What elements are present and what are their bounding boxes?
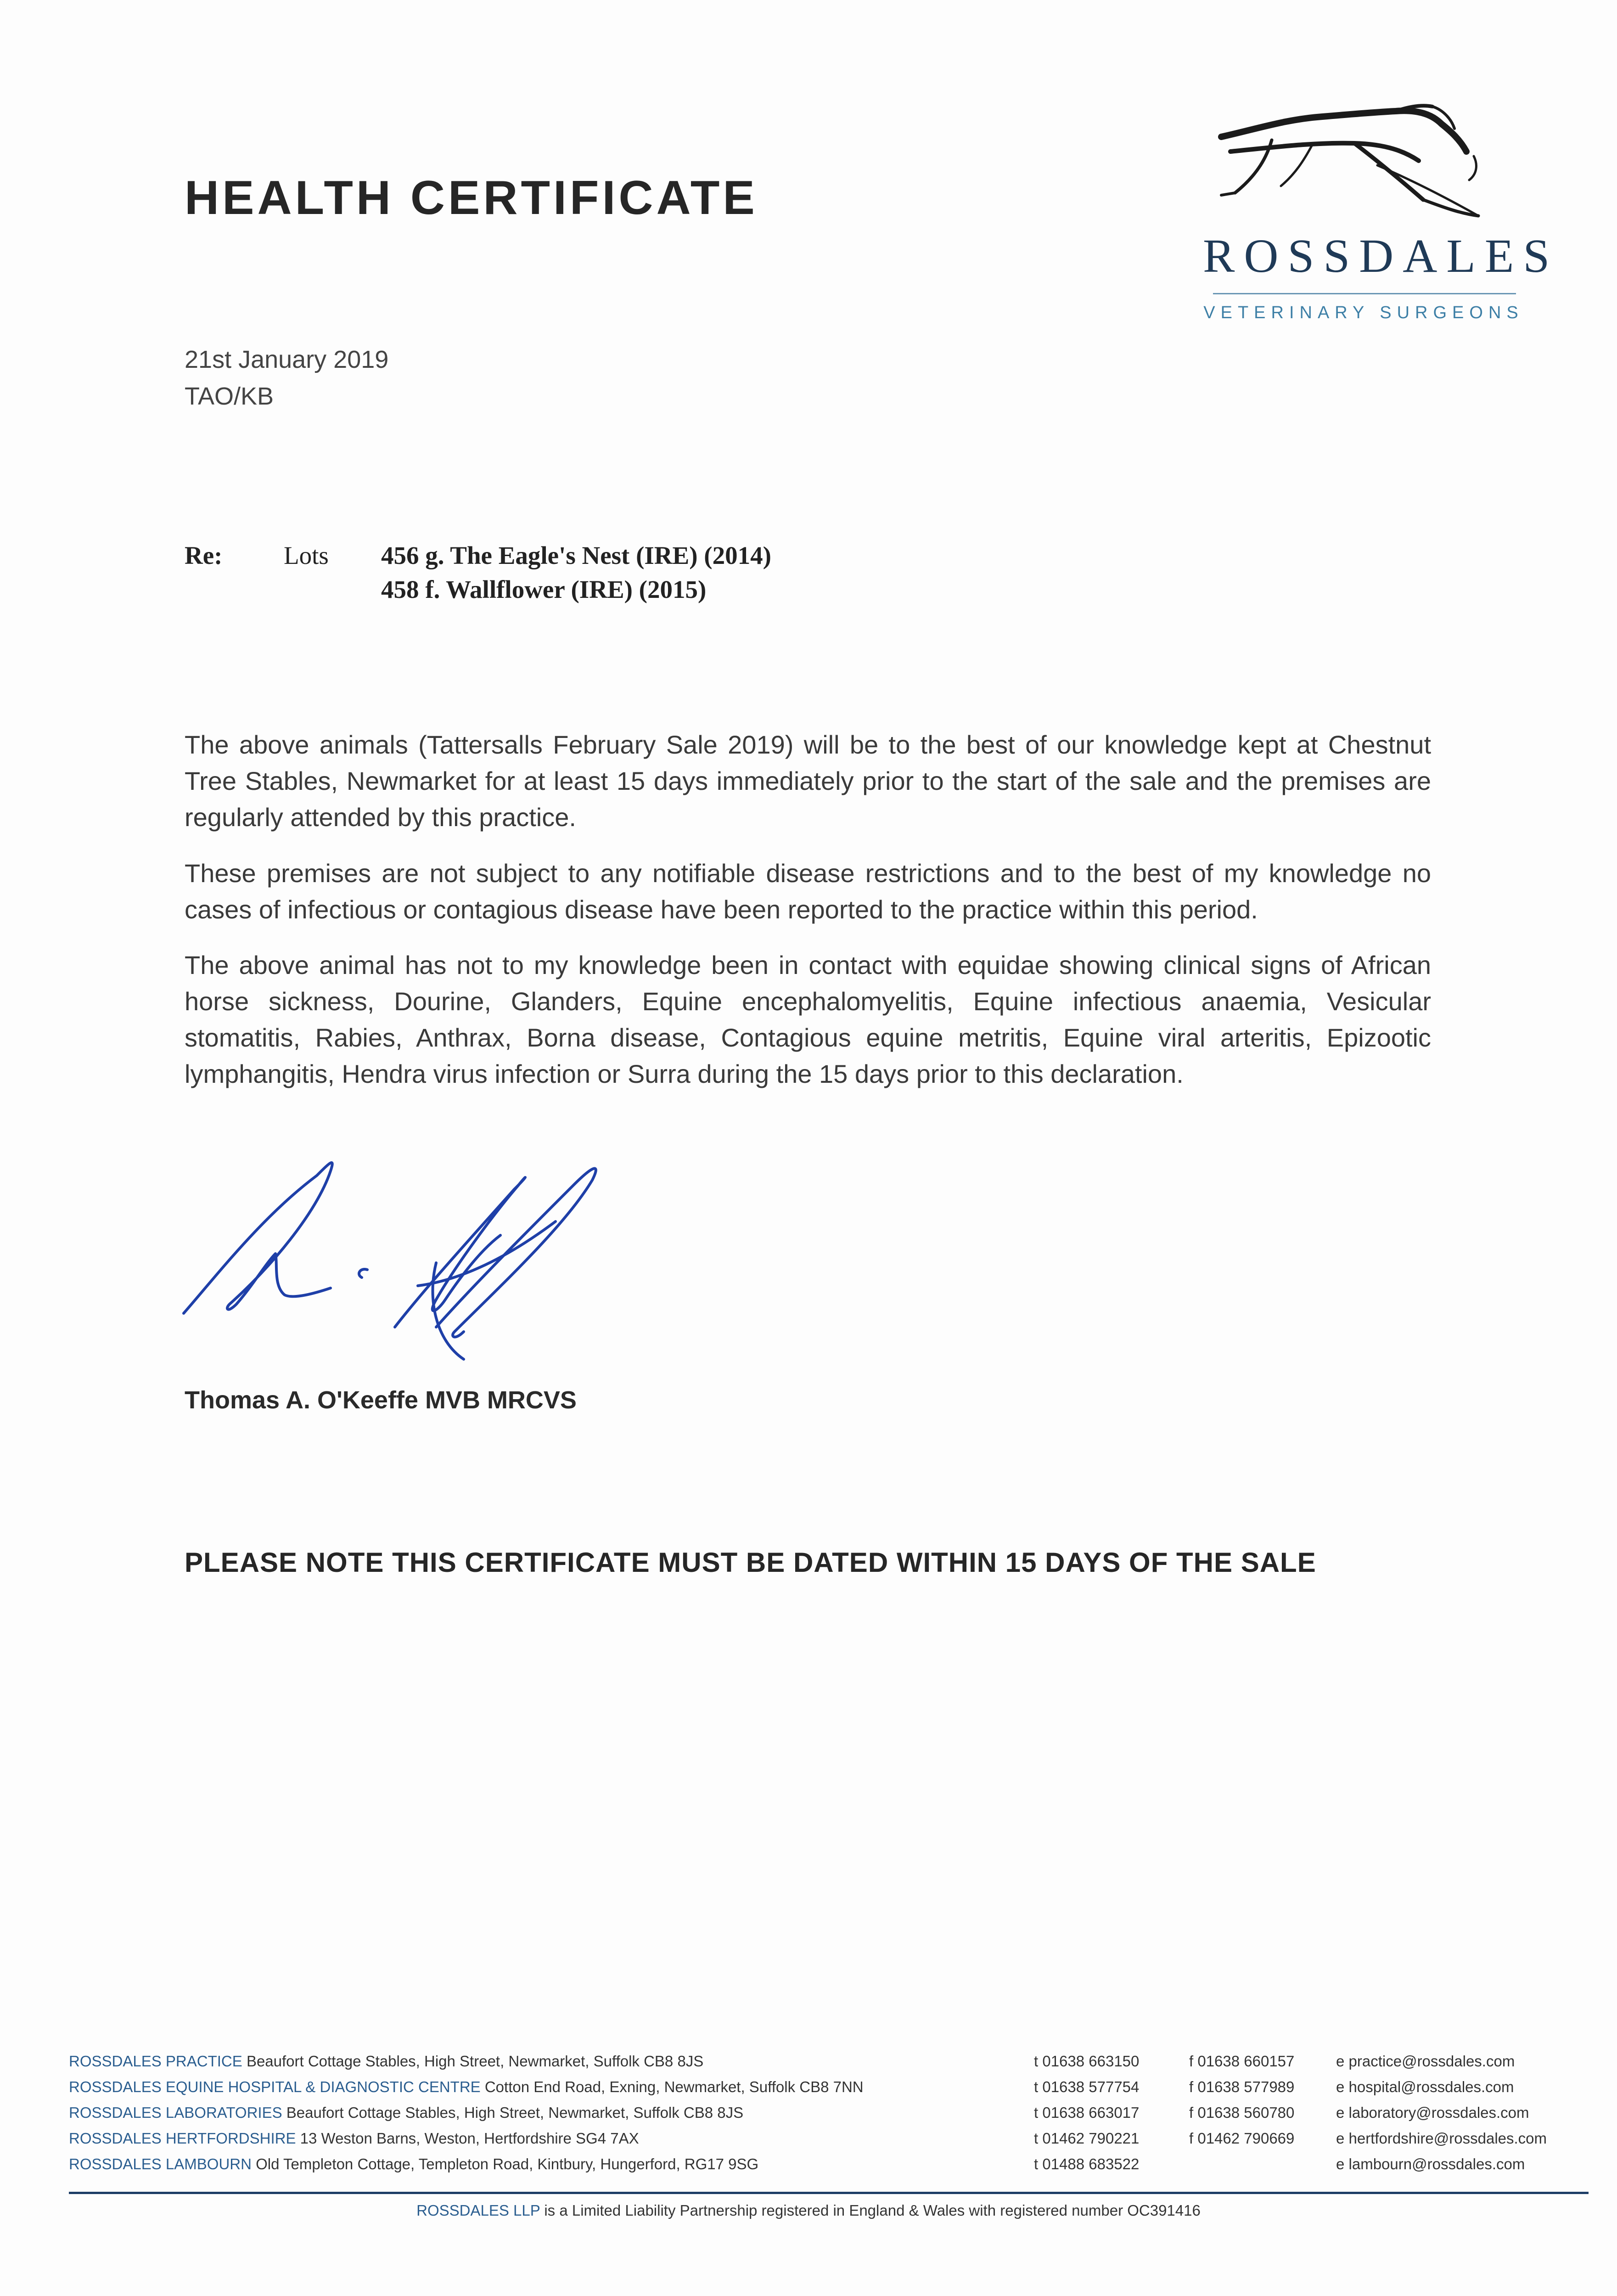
footer-email[interactable]: e hospital@rossdales.com bbox=[1336, 2078, 1514, 2095]
footer-office-name: ROSSDALES LAMBOURN bbox=[69, 2155, 252, 2172]
llp-statement bbox=[0, 2202, 1617, 2219]
footer-fax: f 01462 790669 bbox=[1189, 2130, 1295, 2147]
footer-address: Beaufort Cottage Stables, High Street, Newmarket, Suffolk CB8 8JS bbox=[246, 2053, 704, 2070]
footer-fax: f 01638 577989 bbox=[1189, 2078, 1295, 2095]
body-paragraph: The above animal has not to my knowledge been in contact with equidae showing clinical signs of African horse sickness, Dourine, Glanders, Equine encephalomyelitis, Equine infectious anaemia, Vesicular stomatitis, Rabies, Anthrax, Borna disease, Contagious equine metritis, Equine viral arteritis, Epizootic lymphangitis, Hendra virus infection or Surra during the 15 days prior to this declaration. bbox=[185, 951, 1431, 1088]
brand-subtitle: VETERINARY SURGEONS bbox=[1203, 303, 1524, 322]
footer-telephone: t 01488 683522 bbox=[1034, 2155, 1140, 2172]
footer-row bbox=[69, 2130, 1584, 2155]
letter-reference: TAO/KB bbox=[185, 383, 274, 410]
footer-email[interactable]: e practice@rossdales.com bbox=[1336, 2053, 1515, 2070]
lot-item: 456 g. The Eagle's Nest (IRE) (2014) bbox=[381, 541, 771, 569]
footer-telephone: t 01462 790221 bbox=[1034, 2130, 1140, 2147]
footer-address: Cotton End Road, Exning, Newmarket, Suffolk CB8 7NN bbox=[484, 2078, 864, 2095]
body-paragraph: The above animals (Tattersalls February Sale 2019) will be to the best of our knowledge kept at Chestnut Tree Stables, Newmarket for at least 15 days immediately prior to the start of the sale and the premises are regularly attended by this practice. bbox=[185, 730, 1431, 832]
footer-telephone: t 01638 663017 bbox=[1034, 2104, 1140, 2121]
re-label: Re: bbox=[185, 541, 223, 569]
footer-telephone: t 01638 663150 bbox=[1034, 2053, 1140, 2070]
body-paragraph: These premises are not subject to any notifiable disease restrictions and to the best of my knowledge no cases of infectious or contagious disease have been reported to the practice within this period. bbox=[185, 859, 1431, 924]
llp-name: ROSSDALES LLP bbox=[416, 2202, 540, 2219]
brand-name: ROSSDALES bbox=[1203, 230, 1559, 282]
footer-office-name: ROSSDALES LABORATORIES bbox=[69, 2104, 282, 2121]
page-title: HEALTH CERTIFICATE bbox=[185, 171, 758, 225]
footer-email[interactable]: e hertfordshire@rossdales.com bbox=[1336, 2130, 1547, 2147]
footer-divider bbox=[69, 2192, 1589, 2194]
brand-divider bbox=[1213, 293, 1516, 294]
footer-fax: f 01638 560780 bbox=[1189, 2104, 1295, 2121]
footer-fax: f 01638 660157 bbox=[1189, 2053, 1295, 2070]
footer-office-name: ROSSDALES EQUINE HOSPITAL & DIAGNOSTIC CENTRE bbox=[69, 2078, 481, 2095]
footer-email[interactable]: e laboratory@rossdales.com bbox=[1336, 2104, 1529, 2121]
letter-date: 21st January 2019 bbox=[185, 346, 389, 373]
lots-label: Lots bbox=[284, 541, 329, 569]
lot-item: 458 f. Wallflower (IRE) (2015) bbox=[381, 575, 707, 603]
footer-telephone: t 01638 577754 bbox=[1034, 2078, 1140, 2095]
footer-row bbox=[69, 2155, 1584, 2181]
signer-name: Thomas A. O'Keeffe MVB MRCVS bbox=[185, 1386, 577, 1414]
footer-office-name: ROSSDALES PRACTICE bbox=[69, 2053, 242, 2070]
handwritten-signature bbox=[179, 1111, 684, 1371]
horse-logo-icon bbox=[1203, 101, 1524, 225]
footer-row bbox=[69, 2078, 1584, 2104]
footer-address: 13 Weston Barns, Weston, Hertfordshire SG4 7AX bbox=[300, 2130, 639, 2147]
footer-row bbox=[69, 2104, 1584, 2130]
footer-address: Beaufort Cottage Stables, High Street, Newmarket, Suffolk CB8 8JS bbox=[286, 2104, 744, 2121]
footer-row bbox=[69, 2053, 1584, 2078]
llp-text: is a Limited Liability Partnership registered in England & Wales with registered number OC391416 bbox=[540, 2202, 1201, 2219]
footer-office-name: ROSSDALES HERTFORDSHIRE bbox=[69, 2130, 296, 2147]
signature-icon bbox=[179, 1111, 684, 1368]
rossdales-logo bbox=[1203, 101, 1559, 340]
dating-notice: PLEASE NOTE THIS CERTIFICATE MUST BE DATED WITHIN 15 DAYS OF THE SALE bbox=[185, 1547, 1316, 1578]
footer-email[interactable]: e lambourn@rossdales.com bbox=[1336, 2155, 1525, 2172]
footer-address: Old Templeton Cottage, Templeton Road, Kintbury, Hungerford, RG17 9SG bbox=[256, 2155, 759, 2172]
